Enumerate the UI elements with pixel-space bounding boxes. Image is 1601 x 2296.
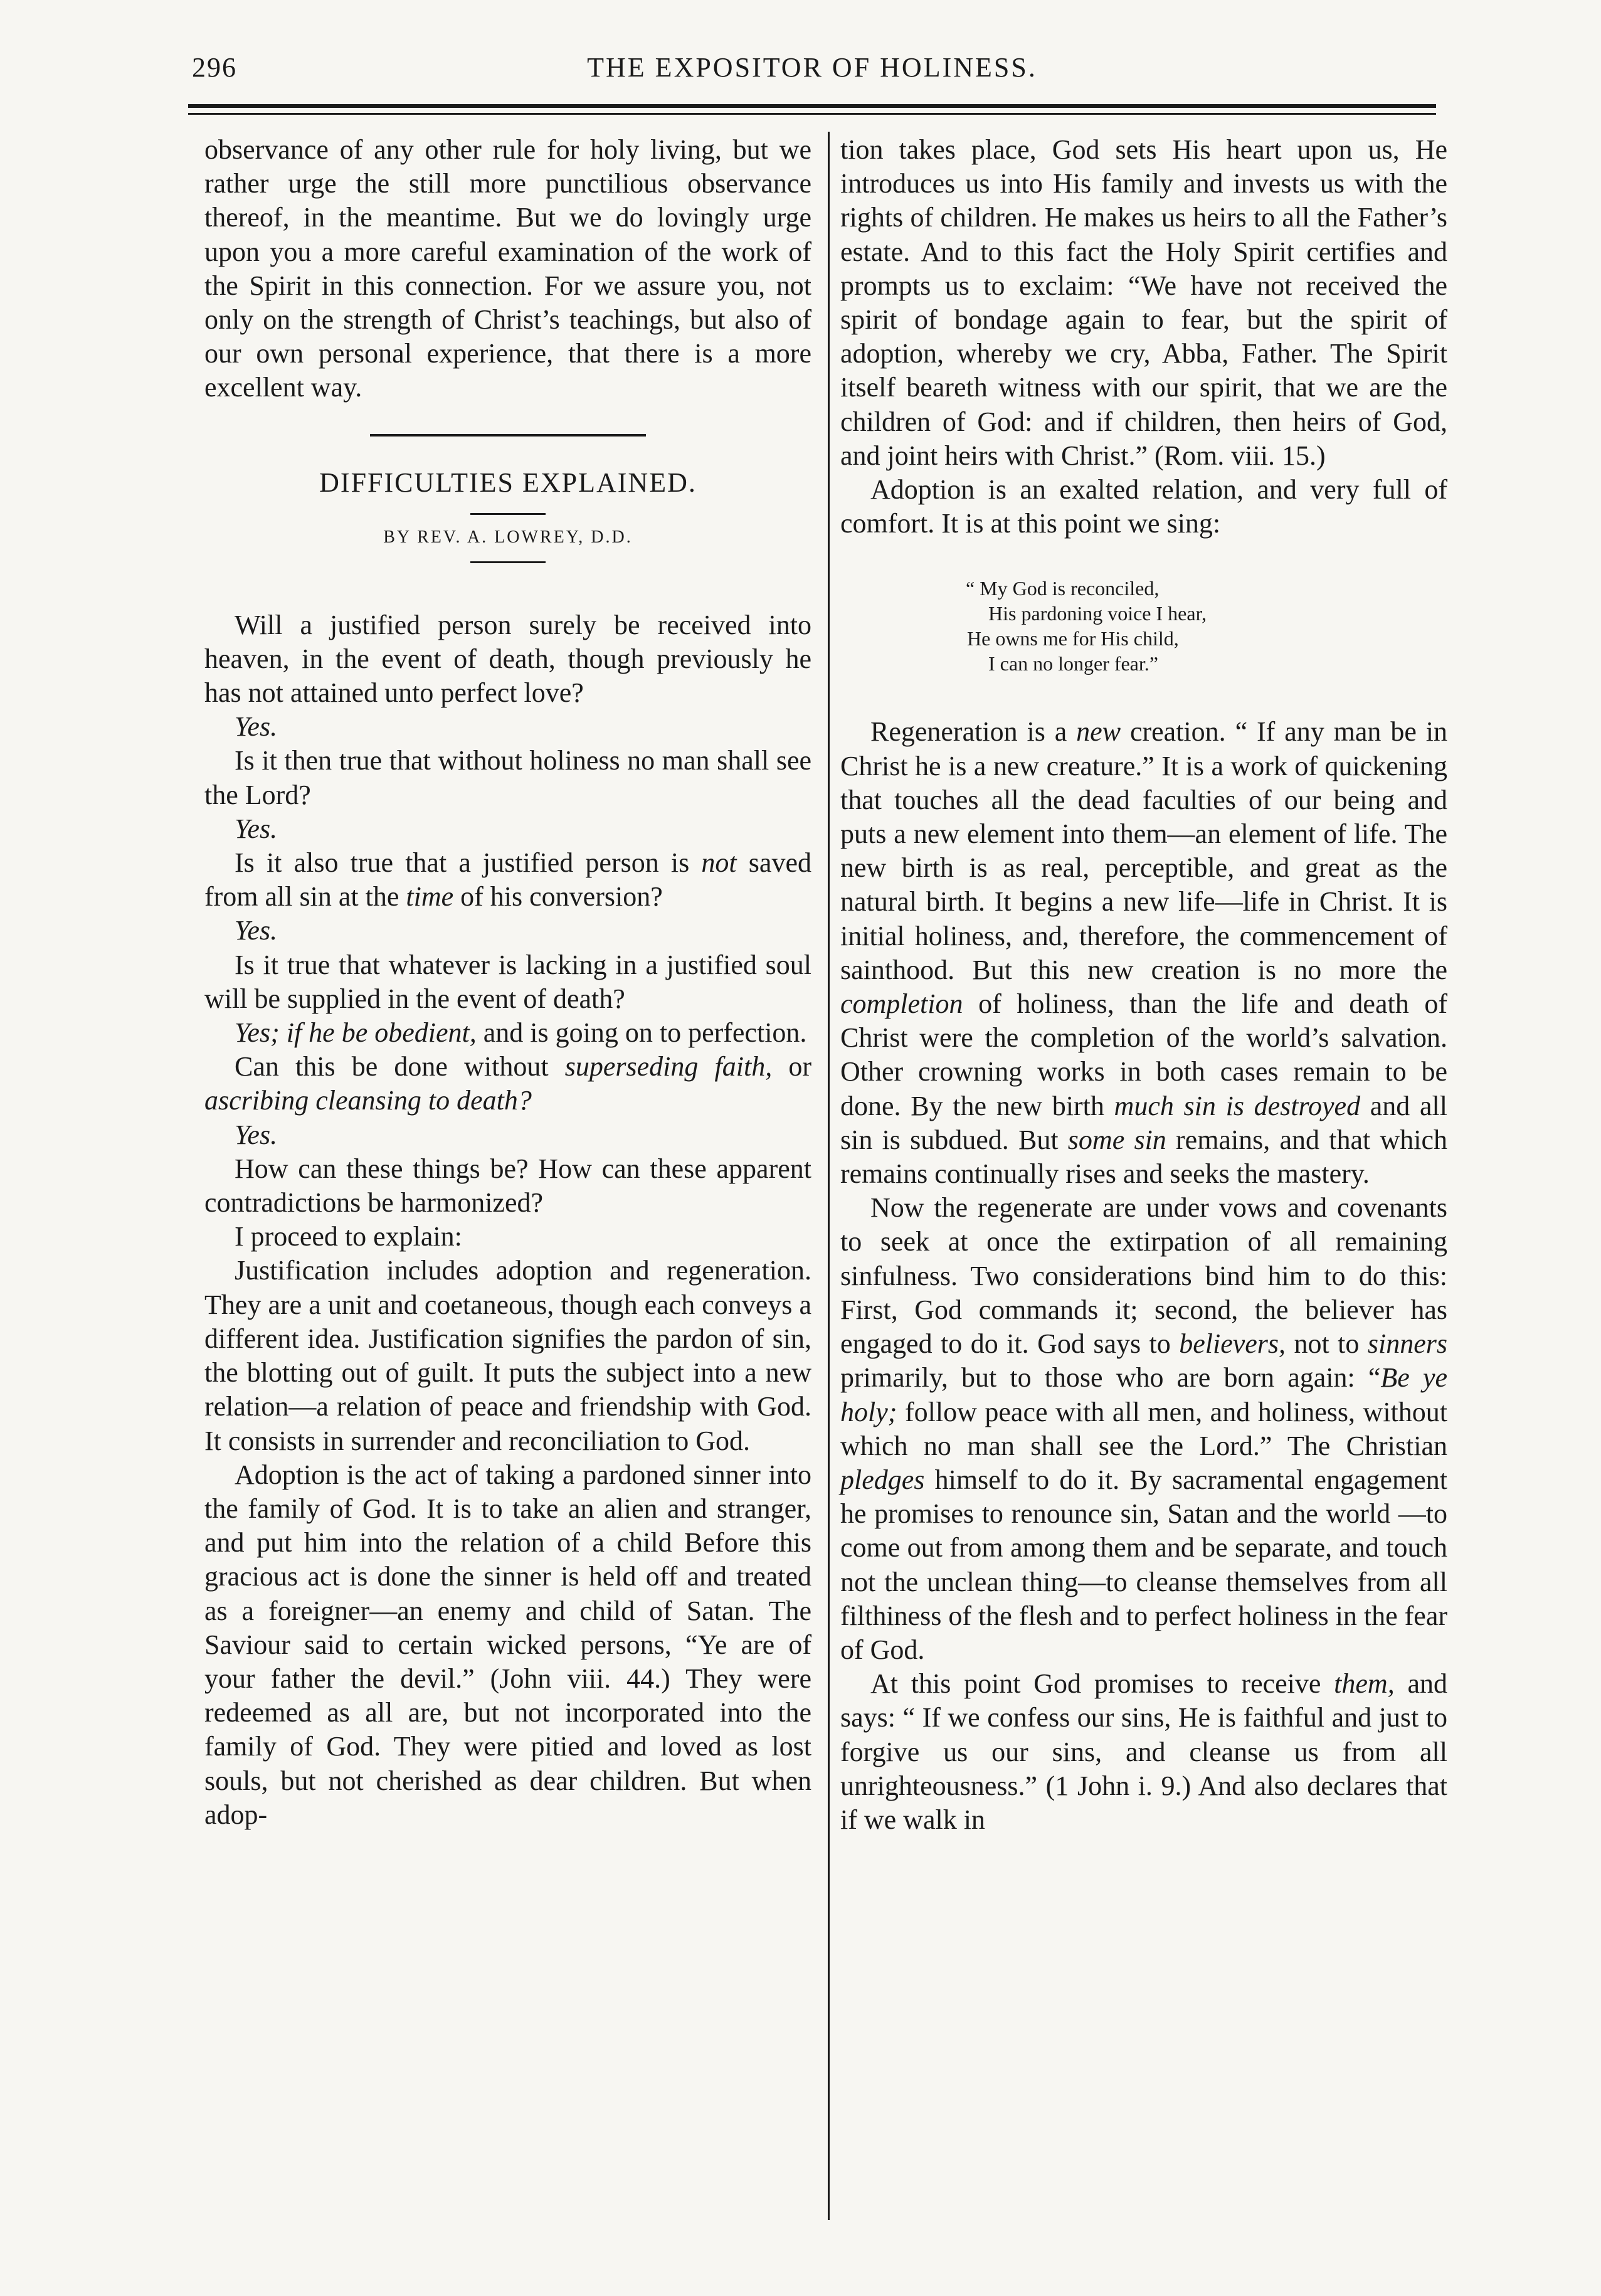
paragraph-regeneration: [840, 715, 1447, 1191]
regeneration-text: of holiness, than the life and death of Christ were the completion of the world’s salvation. Other crowning works in both cases remain to be done. By the new birth: [840, 988, 1447, 1121]
title-rule: [470, 513, 546, 515]
answer-4-text: and is going on to perfection.: [476, 1017, 807, 1049]
vows-text: not to: [1286, 1328, 1368, 1360]
left-column: [204, 133, 811, 1832]
question-3-text: saved from all sin at the: [204, 847, 811, 913]
verse-line: “ My God is reconciled,: [966, 577, 1160, 600]
paragraph-exalted: Adoption is an exalted relation, and very full of comfort. It is at this point we sing:: [840, 474, 1447, 539]
question-5-text: or: [772, 1051, 812, 1082]
header-rule-thick: [188, 104, 1436, 108]
verse-line: He owns me for His child,: [967, 627, 1179, 650]
question-6: How can these things be? How can these apparent contradictions be harmonized?: [204, 1153, 811, 1219]
vows-emphasis: sinners: [1367, 1328, 1447, 1360]
journal-title: THE EXPOSITOR OF HOLINESS.: [587, 52, 1037, 83]
question-3-text: Is it also true that a justified person is: [235, 847, 702, 879]
promise-text: At this point God promises to receive: [870, 1668, 1334, 1700]
hymn-verse: [840, 576, 1447, 676]
paragraph-promise: [840, 1667, 1447, 1837]
promise-emphasis: them,: [1334, 1668, 1395, 1700]
question-5-text: Can this be done without: [235, 1051, 565, 1082]
answer-1: Yes.: [235, 711, 278, 743]
paragraph-vows: [840, 1191, 1447, 1667]
paragraph-proceed: I proceed to explain:: [235, 1221, 462, 1252]
verse-line: I can no longer fear.”: [988, 652, 1158, 675]
regeneration-text: Regeneration is a: [870, 716, 1077, 748]
spacer: [204, 573, 811, 608]
question-5-emphasis: superseding faith,: [564, 1051, 773, 1082]
vows-text: Now the regenerate are under vows and covenants to seek at once the extirpation of all remaining sinfulness. Two considerations bind him to do this: First, God commands it; second, the believer has engaged to do it. God says to: [840, 1192, 1447, 1360]
regeneration-text: and all sin is subdued. But: [840, 1090, 1447, 1155]
answer-4: [204, 1016, 811, 1050]
byline-rule: [470, 561, 546, 563]
answer-5: Yes.: [235, 1119, 278, 1150]
question-5-emphasis: ascribing cleansing to death?: [204, 1085, 532, 1116]
byline: BY REV. A. LOWREY, D.D.: [383, 527, 633, 547]
regeneration-emphasis: completion: [840, 988, 963, 1020]
question-2: Is it then true that without holiness no man shall see the Lord?: [204, 745, 811, 810]
vows-text: himself to do it. By sacramental engagement he promises to renounce sin, Satan and the world —to come out from among them and be separate, and touch not the unclean thing—to cleanse themselves from all filthiness of the flesh and to perfect holiness in the fear of God.: [840, 1464, 1447, 1665]
paragraph-adoption: Adoption is the act of taking a pardoned sinner into the family of God. It is to take an alien and stranger, and put him into the relation of a child Before this gracious act is done the sinner is held off and treated as a foreigner—an enemy and child of Satan. The Saviour said to certain wicked persons, “Ye are of your father the devil.” (John viii. 44.) They were redeemed as all are, but not incorporated into the family of God. They were pitied and loved as lost souls, but not cherished as dear children. But when adop-: [204, 1459, 811, 1830]
regeneration-emphasis: much sin is destroyed: [1114, 1090, 1361, 1121]
header-rule-thin: [188, 113, 1436, 115]
question-3: [204, 846, 811, 914]
vows-text: follow peace with all men, and holiness, without which no man shall see the Lord.” The Christian: [840, 1396, 1447, 1461]
question-5: [204, 1050, 811, 1118]
regeneration-text: remains, and that which remains continually rises and seeks the mastery.: [840, 1124, 1447, 1190]
question-3-emphasis: time: [406, 881, 454, 913]
vows-text: primarily, but to those who are born again: “: [840, 1362, 1381, 1394]
article-title: DIFFICULTIES EXPLAINED.: [319, 467, 697, 498]
promise-text: and says: “ If we confess our sins, He is faithful and just to forgive us our sins, and cleanse us from all unrighteousness.” (1 John i. 9.) And also declares that if we walk in: [840, 1668, 1447, 1835]
answer-2: Yes.: [235, 813, 278, 844]
running-head: [188, 46, 1436, 97]
verse-line: His pardoning voice I hear,: [988, 602, 1207, 625]
continued-paragraph: tion takes place, God sets His heart upon us, He introduces us into His family and invests us with the rights of children. He makes us heirs to all the Father’s estate. And to this fact the Holy Spirit certifies and prompts us to exclaim: “We have not received the spirit of bondage again to fear, but the spirit of adoption, whereby we cry, Abba, Father. The Spirit itself beareth witness with our spirit, that we are the children of God: and if children, then heirs of God, and joint heirs with Christ.” (Rom. viii. 15.): [840, 134, 1447, 471]
regeneration-emphasis: some sin: [1067, 1124, 1166, 1155]
right-column: [840, 133, 1447, 1837]
section-divider: [370, 434, 646, 436]
vows-emphasis: pledges: [840, 1464, 925, 1495]
question-3-text: of his conversion?: [453, 881, 663, 913]
regeneration-emphasis: new: [1076, 716, 1121, 748]
question-1: Will a justified person surely be received into heaven, in the event of death, though previously he has not attained unto perfect love?: [204, 609, 811, 709]
column-divider: [828, 132, 830, 2220]
vows-emphasis: Be ye holy;: [840, 1362, 1447, 1427]
page-number: 296: [192, 52, 237, 83]
regeneration-text: creation. “ If any man be in Christ he is a new creature.” It is a work of quickening that touches all the dead faculties of our being and puts a new element into them—an element of life. The new birth is as real, perceptible, and great as the natural birth. It begins a new life—life in Christ. It is initial holiness, and, therefore, the commencement of sainthood. But this new creation is no more the: [840, 716, 1447, 985]
answer-4-emphasis: Yes; if he be obedient,: [235, 1017, 477, 1049]
question-3-emphasis: not: [701, 847, 737, 879]
continued-paragraph: observance of any other rule for holy living, but we rather urge the still more punctilious observance thereof, in the meantime. But we do lovingly urge upon you a more careful examination of the work of the Spirit in this connection. For we assure you, not only on the strength of Christ’s teachings, but also of our own personal experience, that there is a more excellent way.: [204, 134, 811, 403]
paragraph-justification: Justification includes adoption and regeneration. They are a unit and coetaneous, though each conveys a different idea. Justification signifies the pardon of sin, the blotting out of guilt. It puts the subject into a new relation—a relation of peace and friendship with God. It consists in surrender and reconciliation to God.: [204, 1255, 811, 1456]
answer-3: Yes.: [235, 915, 278, 946]
question-4: Is it true that whatever is lacking in a justified soul will be supplied in the event of death?: [204, 949, 811, 1014]
vows-emphasis: believers,: [1179, 1328, 1286, 1360]
